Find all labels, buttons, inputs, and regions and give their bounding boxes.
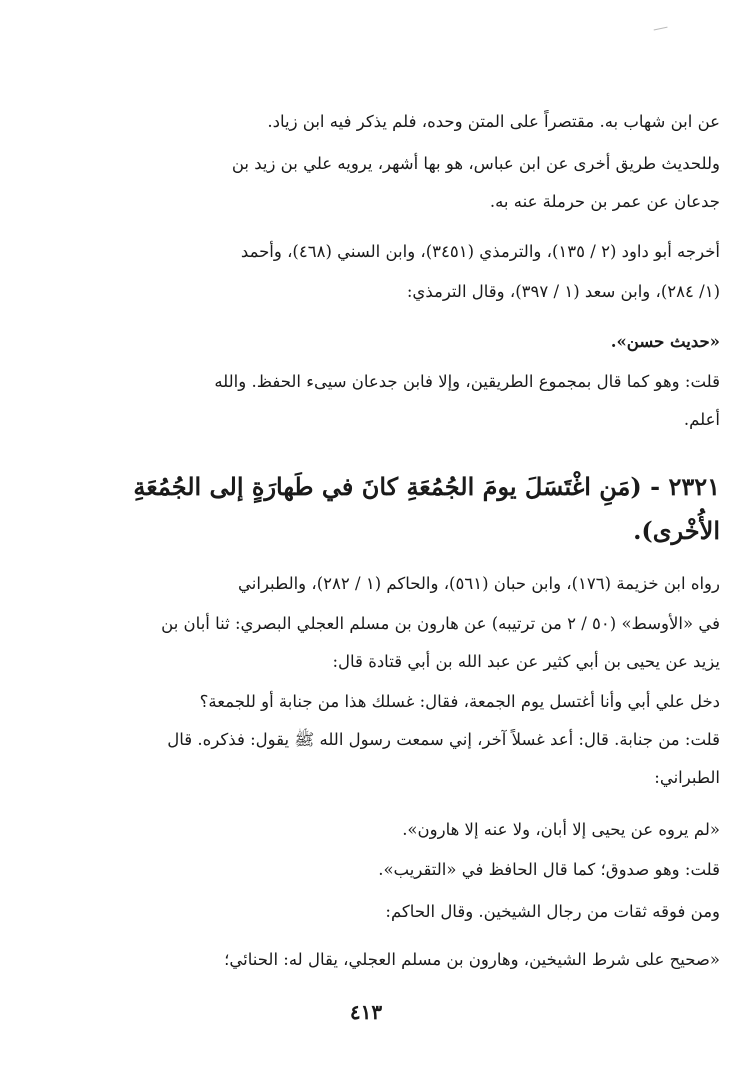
text-line-1: عن ابن شهاب به. مقتصراً على المتن وحده، فلم يذكر فيه ابن زياد. bbox=[267, 112, 720, 131]
page-number: ٤١٣ bbox=[349, 1000, 383, 1024]
text-line-13: قلت: من جنابة. قال: أعد غسلاً آخر، إني سمعت رسول الله ﷺ يقول: فذكره. قال bbox=[167, 730, 720, 749]
text-line-7: قلت: وهو كما قال بمجموع الطريقين، وإلا فابن جدعان سيىء الحفظ. والله bbox=[214, 372, 720, 391]
text-line-14: الطبراني: bbox=[654, 768, 720, 787]
hadith-heading-line-1: ٢٣٢١ - (مَنِ اغْتَسَلَ يومَ الجُمُعَةِ كانَ في طَهارَةٍ إلى الجُمُعَةِ bbox=[133, 472, 720, 501]
text-line-2: وللحديث طريق أخرى عن ابن عباس، هو بها أشهر، يرويه علي بن زيد بن bbox=[231, 154, 720, 173]
text-line-10: في «الأوسط» (٥٠ / ٢ من ترتيبه) عن هارون بن مسلم العجلي البصري: ثنا أبان بن bbox=[161, 614, 720, 633]
text-line-11: يزيد عن يحيى بن أبي كثير عن عبد الله بن أبي قتادة قال: bbox=[332, 652, 720, 671]
text-line-4: أخرجه أبو داود (٢ / ١٣٥)، والترمذي (٣٤٥١)، وابن السني (٤٦٨)، وأحمد bbox=[240, 242, 720, 261]
text-line-16: قلت: وهو صدوق؛ كما قال الحافظ في «التقريب». bbox=[378, 860, 720, 879]
text-line-15: «لم يروه عن يحيى إلا أبان، ولا عنه إلا هارون». bbox=[402, 820, 720, 839]
text-line-17: ومن فوقه ثقات من رجال الشيخين. وقال الحاكم: bbox=[385, 902, 720, 921]
text-line-3: جدعان عن عمر بن حرملة عنه به. bbox=[489, 192, 720, 211]
text-line-8: أعلم. bbox=[683, 410, 720, 429]
scan-mark bbox=[654, 27, 669, 35]
text-line-5: (١/ ٢٨٤)، وابن سعد (١ / ٣٩٧)، وقال الترمذي: bbox=[406, 282, 720, 301]
text-line-6: «حديث حسن». bbox=[610, 332, 720, 351]
text-line-9: رواه ابن خزيمة (١٧٦)، وابن حبان (٥٦١)، والحاكم (١ / ٢٨٢)، والطبراني bbox=[238, 574, 720, 593]
text-line-18: «صحيح على شرط الشيخين، وهارون بن مسلم العجلي، يقال له: الحنائي؛ bbox=[224, 950, 720, 969]
hadith-heading-line-2: الأُخْرى). bbox=[633, 516, 720, 545]
text-line-12: دخل علي أبي وأنا أغتسل يوم الجمعة، فقال: غسلك هذا من جنابة أو للجمعة؟ bbox=[199, 692, 720, 711]
